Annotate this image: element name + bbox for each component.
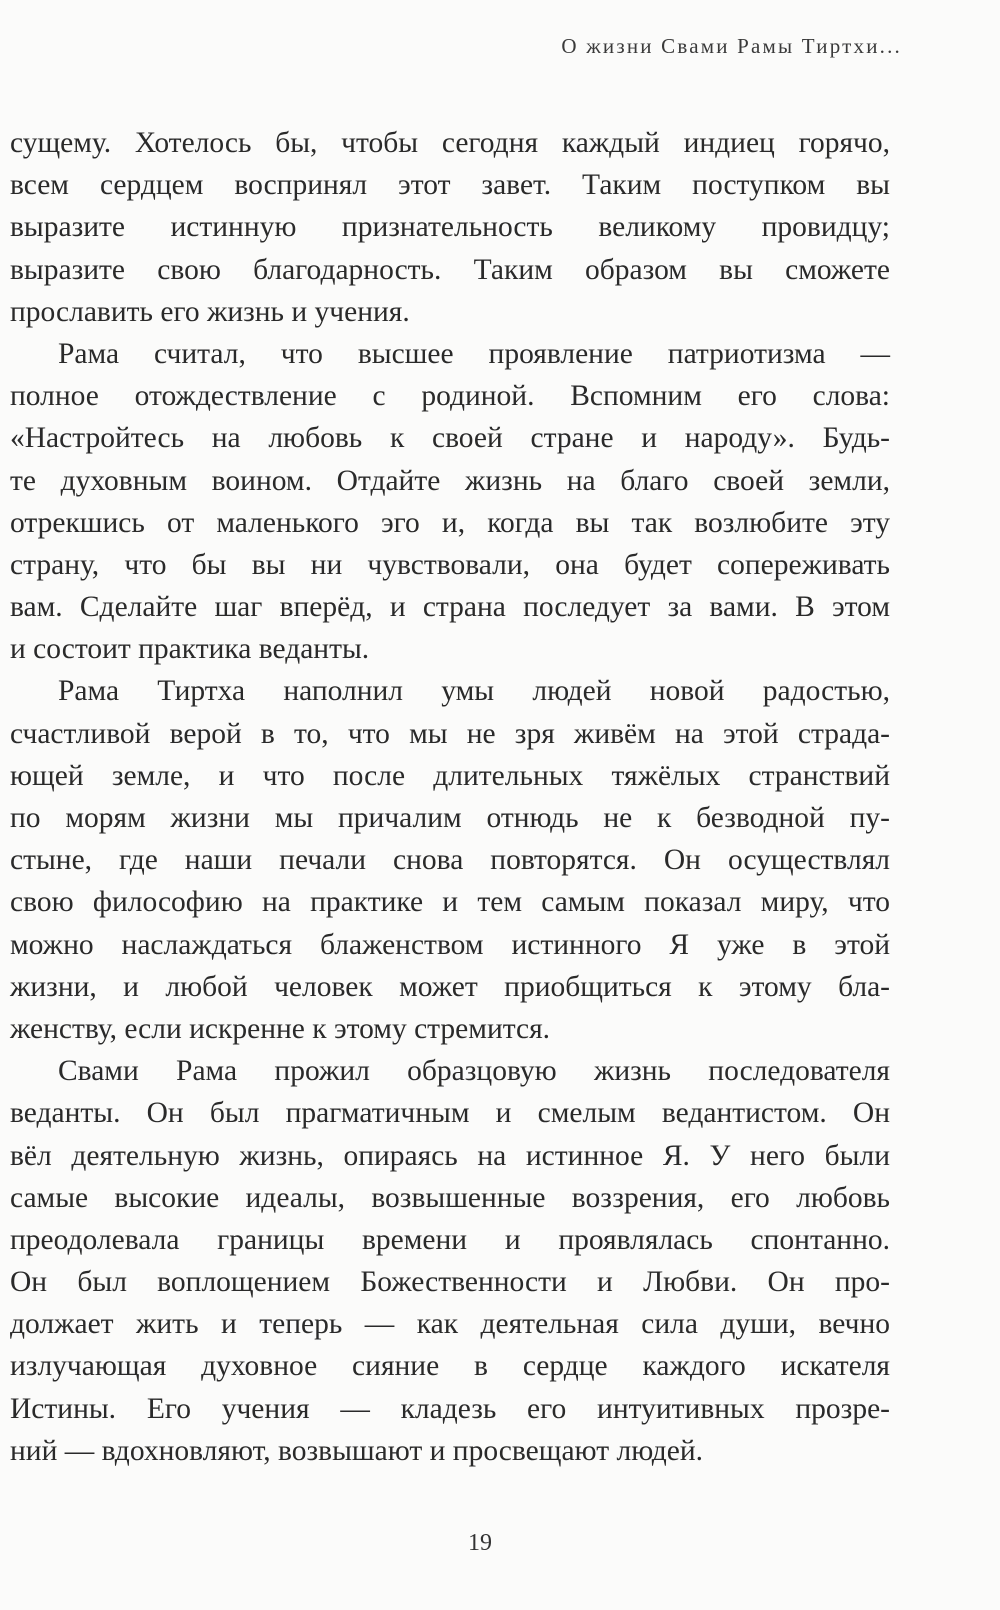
text-line: выразите истинную признательность великому провидцу; [10,211,890,244]
running-head: О жизни Свами Рамы Тиртхи... [561,34,902,58]
text-line: можно наслаждаться блаженством истинного Я уже в этой [10,928,890,961]
paragraph [10,670,890,1050]
paragraph [10,1050,890,1472]
text-line: сущему. Хотелось бы, чтобы сегодня каждый индиец горячо, [10,127,890,159]
text-line: преодолевала границы времени и проявлялась спонтанно. [10,1223,890,1256]
text-line: полное отождествление с родиной. Вспомним его слова: [10,380,890,413]
text-line: Рама Тиртха наполнил умы людей новой радостью, [58,675,890,708]
text-line: веданты. Он был прагматичным и смелым ведантистом. Он [10,1097,890,1130]
text-line: жизни, и любой человек может приобщиться к этому бла- [10,970,890,1003]
text-line: счастливой верой в то, что мы не зря живём на этой страда- [10,717,890,750]
text-line: те духовным воином. Отдайте жизнь на благо своей земли, [10,464,890,497]
text-line: и состоит практика веданты. [10,633,370,666]
text-line: прославить его жизнь и учения. [10,295,410,328]
text-line: женству, если искренне к этому стремится. [10,1012,551,1045]
paragraph [10,122,890,333]
text-line: самые высокие идеалы, возвышенные воззрения, его любовь [10,1181,890,1214]
text-line: Свами Рама прожил образцовую жизнь последователя [58,1055,890,1088]
text-line: всем сердцем воспринял этот завет. Таким поступком вы [10,169,890,202]
page-number: 19 [468,1530,492,1556]
text-line: вёл деятельную жизнь, опираясь на истинное Я. У него были [10,1139,890,1172]
text-line: свою философию на практике и тем самым показал миру, что [10,886,890,919]
body-text [10,122,890,1472]
text-line: ний — вдохновляют, возвышают и просвещают людей. [10,1434,704,1467]
text-line: Рама считал, что высшее проявление патриотизма — [58,337,890,370]
text-line: излучающая духовное сияние в сердце каждого искателя [10,1350,890,1383]
text-line: выразите свою благодарность. Таким образом вы сможете [10,253,890,286]
text-line: вам. Сделайте шаг вперёд, и страна последует за вами. В этом [10,591,890,624]
text-line: Он был воплощением Божественности и Любви. Он про- [10,1266,890,1299]
text-line: ющей земле, и что после длительных тяжёлых странствий [10,759,890,792]
text-line: «Настройтесь на любовь к своей стране и народу». Будь- [10,422,890,455]
paragraph [10,333,890,671]
text-line: отрекшись от маленького эго и, когда вы так возлюбите эту [10,506,890,539]
text-line: должает жить и теперь — как деятельная сила души, вечно [10,1308,890,1341]
text-line: Истины. Его учения — кладезь его интуитивных прозре- [10,1392,890,1425]
text-line: стыне, где наши печали снова повторятся. Он осуществлял [10,844,890,877]
text-line: страну, что бы вы ни чувствовали, она будет сопереживать [10,548,890,581]
text-line: по морям жизни мы причалим отнюдь не к безводной пу- [10,802,890,834]
